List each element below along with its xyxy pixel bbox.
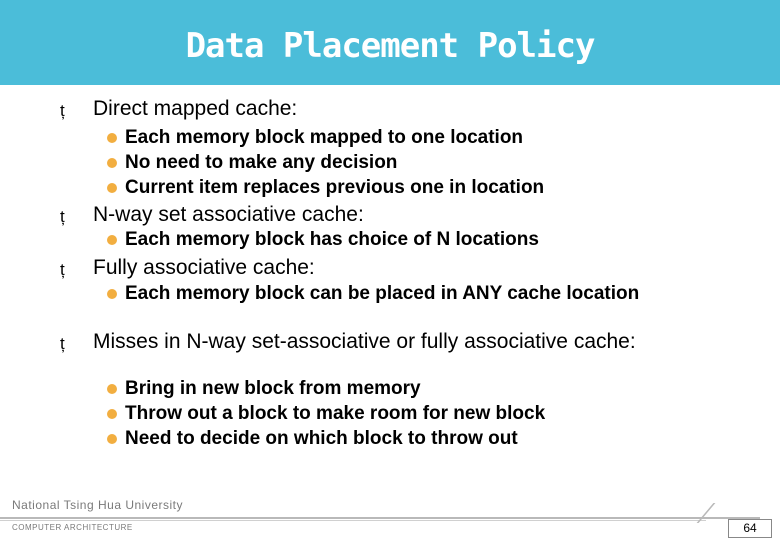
slide-title: Data Placement Policy xyxy=(185,26,595,66)
page-number: 64 xyxy=(728,519,772,538)
bullet-icon: ț xyxy=(60,334,65,353)
bullet-item xyxy=(60,256,315,280)
sub-bullet-text: Bring in new block from memory xyxy=(125,378,421,399)
sub-bullet-text: Each memory block has choice of N locations xyxy=(125,229,539,250)
bullet-item xyxy=(60,203,364,227)
sub-bullet-text: Current item replaces previous one in location xyxy=(125,177,545,198)
sub-bullet-text: No need to make any decision xyxy=(125,152,398,173)
orange-dot-icon xyxy=(107,434,117,444)
orange-dot-icon xyxy=(107,183,117,193)
sub-bullet-item xyxy=(125,127,523,148)
sub-bullet-text: Each memory block can be placed in ANY cache location xyxy=(125,283,640,304)
orange-dot-icon xyxy=(107,409,117,419)
bullet-icon: ț xyxy=(60,207,65,226)
footer-divider xyxy=(0,517,760,519)
bullet-icon: ț xyxy=(60,260,65,279)
orange-dot-icon xyxy=(107,133,117,143)
institution-name: National Tsing Hua University xyxy=(12,498,184,512)
title-bar xyxy=(0,0,780,85)
bullet-text: N-way set associative cache: xyxy=(93,203,364,226)
sub-bullet-item xyxy=(125,403,545,424)
sub-bullet-text: Each memory block mapped to one location xyxy=(125,127,524,148)
orange-dot-icon xyxy=(107,158,117,168)
sub-bullet-item xyxy=(125,152,397,173)
department-name: COMPUTER ARCHITECTURE xyxy=(12,523,133,532)
sub-bullet-text: Need to decide on which block to throw out xyxy=(125,428,518,449)
orange-dot-icon xyxy=(107,235,117,245)
footer-divider-thin xyxy=(0,520,706,521)
bullet-item xyxy=(60,330,693,354)
bullet-text: Misses in N-way set-associative or fully associative cache: xyxy=(93,330,636,353)
orange-dot-icon xyxy=(107,289,117,299)
footer-slant-decoration xyxy=(697,503,728,523)
sub-bullet-item xyxy=(125,428,518,449)
bullet-item xyxy=(60,97,298,121)
orange-dot-icon xyxy=(107,384,117,394)
bullet-icon: ț xyxy=(60,101,65,120)
sub-bullet-text: Throw out a block to make room for new block xyxy=(125,403,546,424)
bullet-text: Fully associative cache: xyxy=(93,256,315,279)
sub-bullet-item xyxy=(125,177,544,198)
sub-bullet-item xyxy=(125,229,539,250)
bullet-text: Direct mapped cache: xyxy=(93,97,298,120)
sub-bullet-item xyxy=(125,378,421,399)
sub-bullet-item xyxy=(125,283,645,304)
